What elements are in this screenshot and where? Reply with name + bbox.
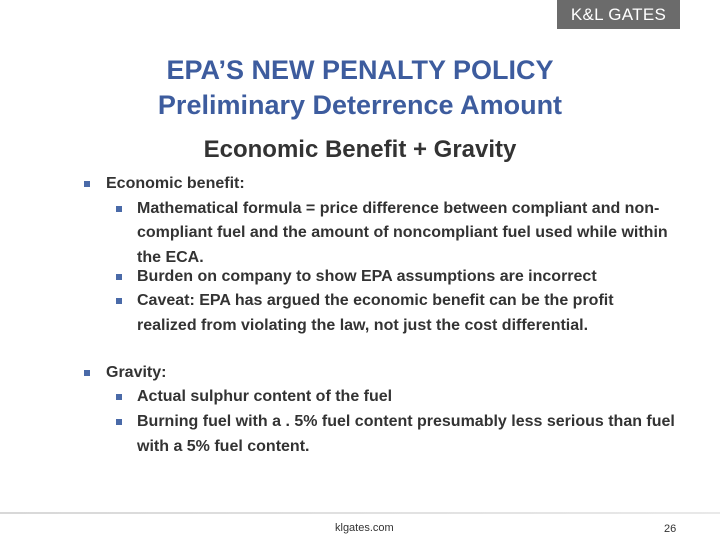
bullet-text: Gravity:: [106, 364, 167, 381]
sub-bullet-sulphur-content: [137, 385, 677, 410]
bullet-text: Burden on company to show EPA assumptions are incorrect: [137, 268, 597, 285]
sub-bullet-caveat: [137, 289, 677, 338]
square-bullet-icon: [116, 206, 122, 212]
square-bullet-icon: [116, 419, 122, 425]
bullet-gravity: [106, 361, 686, 386]
square-bullet-icon: [116, 394, 122, 400]
logo-text: K&L GATES: [570, 4, 667, 24]
slide-title-line-1: EPA’S NEW PENALTY POLICY: [166, 55, 554, 85]
page-number: 26: [664, 523, 677, 535]
square-bullet-icon: [84, 181, 90, 187]
square-bullet-icon: [116, 298, 122, 304]
bullet-text: Actual sulphur content of the fuel: [137, 388, 393, 405]
bullet-text: Burning fuel with a . 5% fuel content presumably less serious than fuel with a 5% fuel content.: [137, 413, 675, 455]
slide-subtitle: Economic Benefit + Gravity: [203, 136, 517, 163]
company-logo: [557, 0, 680, 29]
footer-url: klgates.com: [335, 522, 394, 534]
sub-bullet-burden: [137, 265, 677, 290]
square-bullet-icon: [84, 370, 90, 376]
square-bullet-icon: [116, 274, 122, 280]
bullet-text: Economic benefit:: [106, 175, 245, 192]
slide-title-line-2: Preliminary Deterrence Amount: [157, 90, 563, 120]
bullet-text: Mathematical formula = price difference between compliant and non-compliant fuel and the amount of noncompliant fuel used while within the ECA.: [137, 199, 668, 266]
bullet-economic-benefit: [106, 172, 686, 197]
sub-bullet-burning-fuel: [137, 410, 677, 459]
sub-bullet-mathematical-formula: [137, 197, 677, 271]
footer-divider: [0, 512, 720, 514]
bullet-text: Caveat: EPA has argued the economic benefit can be the profit realized from violating the law, not just the cost differential.: [137, 292, 614, 334]
